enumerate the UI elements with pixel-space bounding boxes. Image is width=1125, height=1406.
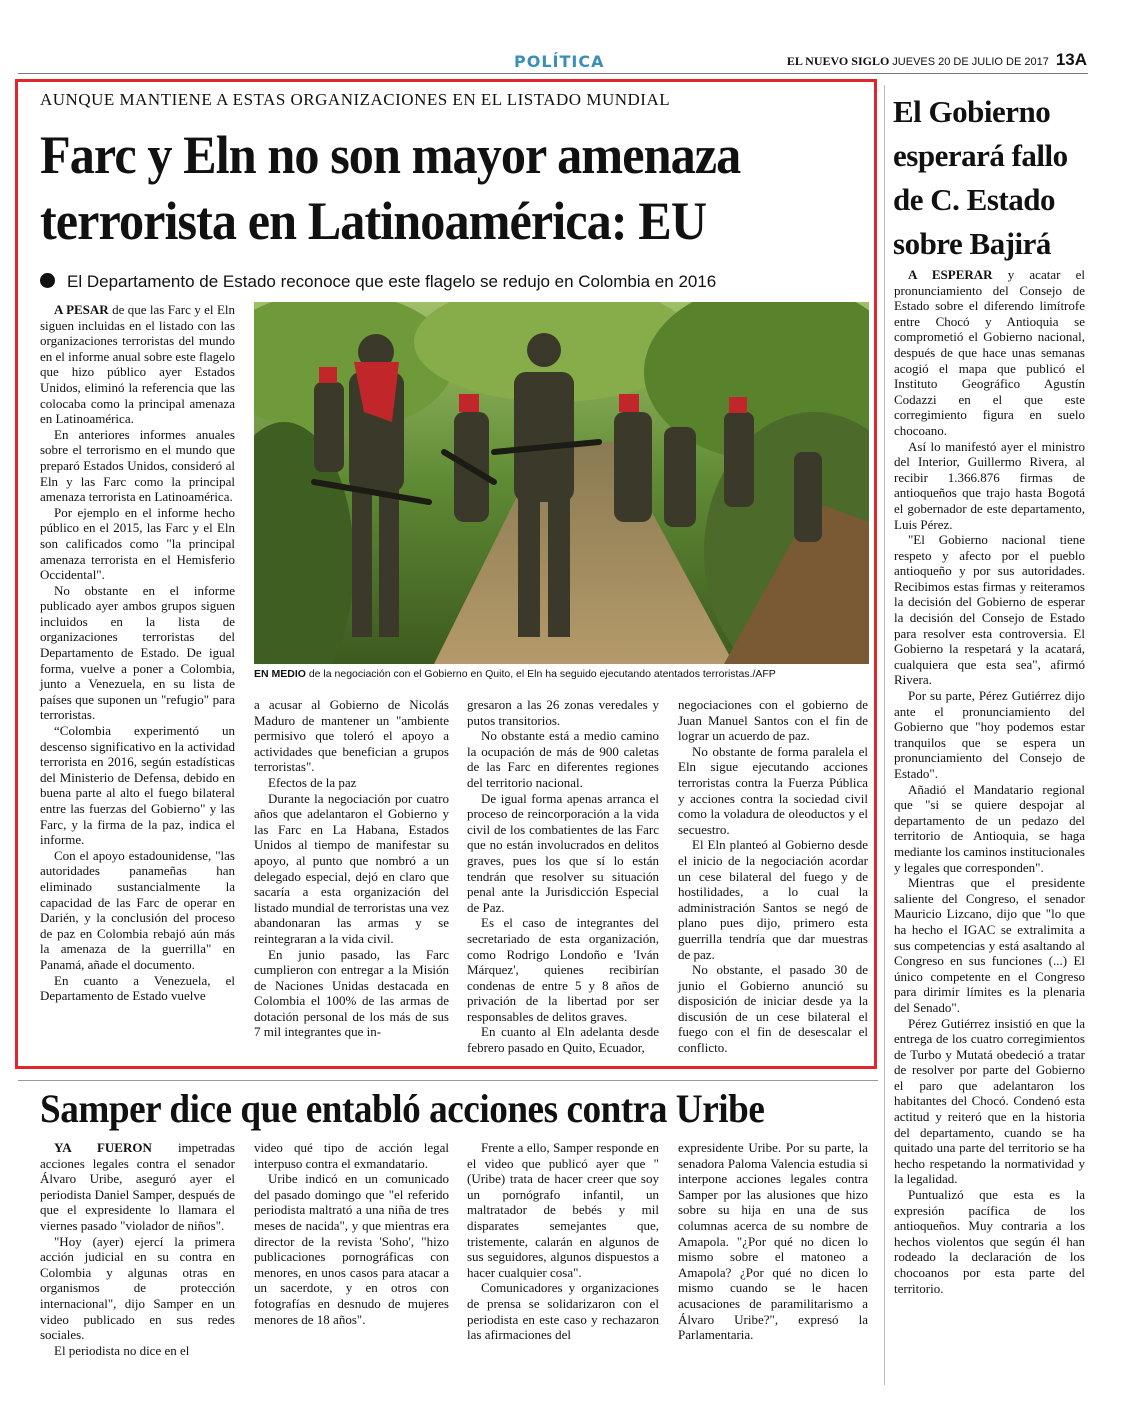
col2-paragraph: Durante la negociación por cuatro años que adelantaron el Gobierno y las Farc en La Habana, Estados Unidos al tiempo de manifestar su apoyo, al punto que nombró a un delegado especial, dejó en claro que sacaría a esta organización del listado mundial de terroristas una vez abandonaran las armas y se reintegraran a la vida civil. (254, 790, 449, 946)
samper-paragraph: video qué tipo de acción legal interpuso contra el exmandatario. (254, 1140, 449, 1171)
col4-paragraph: No obstante de forma paralela el Eln sigue ejecutando acciones terroristas contra la Fuerza Pública y acciones contra la sociedad civil como la voladura de oleoductos y el secuestro. (678, 743, 868, 837)
side-paragraph: A ESPERAR y acatar el pronunciamiento del Consejo de Estado sobre el diferendo limítrofe entre Chocó y Antioquia se comprometió el Gobierno nacional, después de que hace unas semanas acogió el mapa que publicó el Instituto Geográfico Agustín Codazzi en el que este corregimiento figura en suelo chocoano. (894, 267, 1086, 438)
masthead (787, 50, 1087, 70)
photo-caption (254, 668, 869, 680)
page-number: 13A (1055, 50, 1087, 69)
lead-word: YA FUERON (54, 1140, 152, 1155)
col3-paragraph: gresaron a las 26 zonas veredales y putos transitorios. (467, 697, 659, 728)
lead-word: A PESAR (54, 302, 109, 317)
samper-headline: Samper dice que entabló acciones contra Uribe (40, 1086, 765, 1131)
samper-paragraph: expresidente Uribe. Por su parte, la senadora Paloma Valencia estudia si interpone acciones legales contra Samper por las alusiones que hizo sobre su hija en una de sus columnas acerca de su nombre de Amapola. "¿Por qué no dicen lo mismo sobre el matoneo a Amapola? ¿Por qué no dicen lo mismo cuando se le hacen acusaciones de paramilitarismo a Álvaro Uribe?", expresó la Parlamentaria. (678, 1140, 868, 1343)
side-paragraph: Añadió el Mandatario regional que "si se quiere despojar al departamento de un pedazo del territorio de Antioquia, se haga mediante los caminos institucionales y legales que corresponden". (894, 781, 1085, 875)
col1-paragraph: En anteriores informes anuales sobre el terrorismo en el mundo que preparó Estados Unidos, consideró al Eln y las Farc como la principal amenaza terrorista en Latinoamérica. (40, 426, 235, 505)
issue-date: JUEVES 20 DE JULIO DE 2017 (892, 56, 1049, 68)
caption-text: de la negociación con el Gobierno en Quito, el Eln ha seguido ejecutando atentados terroristas./AFP (305, 668, 776, 680)
col4-paragraph: No obstante, el pasado 30 de junio el Gobierno anunció su disposición de iniciar desde ya la discusión de un cese bilateral el fuego con el fin de desescalar el conflicto. (678, 962, 868, 1056)
photo-illustration (254, 302, 869, 664)
main-headline (40, 122, 812, 254)
col2-paragraph: En junio pasado, las Farc cumplieron con entregar a la Misión de Naciones Unidas destacada en Colombia el 100% de las armas de dotación personal de los más de sus 7 mil integrantes que in- (254, 946, 449, 1040)
headline-line-2: terrorista en Latinoamérica: EU (40, 191, 707, 251)
samper-column-1 (40, 1140, 235, 1358)
samper-column-2 (254, 1140, 449, 1327)
samper-paragraph: YA FUERON impetradas acciones legales contra el senador Álvaro Uribe, aseguró ayer el periodista Daniel Samper, después de que el expresidente lo llamara el viernes pasado "violador de niños". (40, 1140, 235, 1233)
col1-paragraph: En cuanto a Venezuela, el Departamento de Estado vuelve (40, 972, 235, 1004)
col3-paragraph: De igual forma apenas arranca el proceso de reincorporación a la vida civil de los combatientes de las Farc que no están involucrados en delitos graves, pues los que sí lo están tendrán que resolver su situación penal ante la Jurisdicción Especial de Paz. (467, 790, 659, 915)
col1-paragraph: A PESAR de que las Farc y el Eln siguen incluidas en el listado con las organizaciones terroristas del mundo en el informe anual sobre este flagelo que hizo público ayer Estados Unidos, eliminó la referencia que las colocaba como la principal amenaza en Latinoamérica. (40, 302, 235, 427)
side-paragraph: Pérez Gutiérrez insistió en que la entrega de los cuatro corregimientos de Turbo y Mutatá obedeció a tratar de resolver por parte del Gobierno el paro que adelantaron los habitantes del Chocó. Condenó esta actitud y reiteró que en la historia del departamento, cuando se ha quitado una parte del territorio se ha hecho respetando la normatividad y la legalidad. (894, 1015, 1085, 1187)
samper-paragraph: El periodista no dice en el (54, 1342, 190, 1358)
side-paragraph: Puntualizó que esta es la expresión pacífica de los antioqueños. Muy contraria a los hechos violentos que según él han rodeado la declaración de los chocoanos por esta parte del territorio. (894, 1187, 1085, 1296)
col4-paragraph: El Eln planteó al Gobierno desde el inicio de la negociación acordar un cese bilateral del fuego y de hostilidades, a lo cual la administración Santos se negó de plano pues dijo, primero esta guerrilla tendría que dar muestras de paz. (678, 837, 868, 962)
subhead-text: El Departamento de Estado reconoce que este flagelo se redujo en Colombia en 2016 (67, 272, 717, 291)
caption-lead: EN MEDIO (254, 668, 306, 680)
side-column (894, 267, 1085, 1296)
samper-paragraph: Comunicadores y organizaciones de prensa se solidarizaron con el periodista en este caso y rechazaron las afirmaciones del (467, 1280, 659, 1343)
main-subhead (40, 272, 716, 292)
col1-paragraph: No obstante en el informe publicado ayer ambos grupos siguen incluidos en la lista de organizaciones terroristas del Departamento de Estado. De igual forma, vuelve a poner a Colombia, junto a Venezuela, en su lista de países que suponen un "refugio" para terroristas. (40, 582, 235, 723)
col4-paragraph: negociaciones con el gobierno de Juan Manuel Santos con el fin de lograr un acuerdo de paz. (678, 697, 868, 744)
headline-line-1: Farc y Eln no son mayor amenaza (40, 125, 741, 185)
side-paragraph: Así lo manifestó ayer el ministro del Interior, Guillermo Rivera, al recibir 1.366.876 firmas de antioqueños que trajo hasta Bogotá el gobernador de este departamento, Luis Pérez. (894, 438, 1085, 532)
col3-paragraph: No obstante está a medio camino la ocupación de más de 900 caletas de las Farc en diferentes regiones del territorio nacional. (467, 728, 659, 790)
side-paragraph: Mientras que el presidente saliente del Congreso, el senador Mauricio Lizcano, dijo que "lo que ha hecho el IGAC se extralimita a sus competencias y está asaltando al Congreso en sus funciones (...) El único competente en el Congreso para dirimir límites es la plenaria del Senado". (894, 875, 1085, 1015)
col1-paragraph: Por ejemplo en el informe hecho público en el 2015, las Farc y el Eln son calificados como "la principal amenaza terrorista en el Hemisferio Occidental". (40, 504, 235, 583)
col1-paragraph: Con el apoyo estadounidense, "las autoridades panameñas han eliminado sustancialmente la capacidad de las Farc de operar en Darién, y la conclusión del proceso de paz en Colombia rebajó aún más la amenaza de la guerrilla" en Panamá, añade el documento. (40, 847, 235, 972)
main-column-2 (254, 697, 449, 1040)
samper-paragraph: Uribe indicó en un comunicado del pasado domingo que "el referido periodista maltrató a una niña de tres meses de nacida", y que mientras era director de la revista 'Soho', "hizo publicaciones pornográficas con menores, en unos casos para atacar a un sacerdote, y en otros con fotografías en desnudo de mujeres menores de 18 años". (254, 1171, 449, 1327)
guerrilla-photo (254, 302, 869, 664)
header-rule (18, 73, 1088, 74)
col3-paragraph: Es el caso de integrantes del secretariado de esta organización, como Rodrigo Londoño e 'Iván Márquez', quienes recibirían condenas de entre 5 y 8 años de privación de la libertad por ser responsables de delitos graves. (467, 915, 659, 1024)
side-paragraph: "El Gobierno nacional tiene respeto y afecto por el pueblo antioqueño y por sus autoridades. Recibimos estas firmas y reiteramos la decisión del Gobierno de esperar la decisión del Consejo de Estado para resolver esta controversia. El Gobierno la respetará y la acatará, cualquiera que esta sea", afirmó Rivera. (894, 532, 1085, 688)
lead-word: A ESPERAR (908, 267, 993, 282)
side-paragraph: Por su parte, Pérez Gutiérrez dijo ante el pronunciamiento del Gobierno que "hoy podemos estar tranquilos que se espera un pronunciamiento del Consejo de Estado". (894, 688, 1085, 781)
samper-column-4 (678, 1140, 868, 1343)
col2-subheading: Efectos de la paz (268, 774, 357, 790)
story-divider (18, 1080, 878, 1081)
section-label: POLÍTICA (514, 52, 605, 71)
col3-paragraph: En cuanto al Eln adelanta desde febrero pasado en Quito, Ecuador, (467, 1024, 659, 1056)
main-column-3 (467, 697, 659, 1056)
samper-column-3 (467, 1140, 659, 1343)
col2-paragraph: a acusar al Gobierno de Nicolás Maduro de mantener un "ambiente permisivo que toleró el apoyo a actividades que benefician a grupos terroristas". (254, 697, 449, 775)
samper-paragraph: Frente a ello, Samper responde en el video que publicó ayer que "(Uribe) trata de hacer creer que soy un pornógrafo infantil, un maltratador de bebés y mil disparates semejantes que, tristemente, calarán en algunos de sus seguidores, algunos dispuestos a hacer cualquier cosa". (467, 1140, 659, 1280)
side-headline: El Gobierno esperará fallo de C. Estado sobre Bajirá (893, 94, 1068, 261)
bullet-icon (40, 273, 55, 288)
samper-paragraph: "Hoy (ayer) ejercí la primera acción judicial en su contra en Colombia y algunas otras en organismos de protección internacional", dijo Samper en un video publicado en sus redes sociales. (40, 1233, 235, 1343)
main-kicker: AUNQUE MANTIENE A ESTAS ORGANIZACIONES EN EL LISTADO MUNDIAL (40, 90, 671, 109)
paper-name: EL NUEVO SIGLO (786, 54, 890, 68)
sidebar-rule (884, 85, 885, 1385)
main-column-1 (40, 302, 235, 1004)
col1-paragraph: “Colombia experimentó un descenso significativo en la actividad terrorista en 2016, según estadísticas del Ministerio de Defensa, debido en buena parte al alto el fuego bilateral entre las fuerzas del Gobierno" y las Farc, y la firma de la paz, indica el informe. (40, 723, 235, 848)
main-column-4 (678, 697, 868, 1056)
